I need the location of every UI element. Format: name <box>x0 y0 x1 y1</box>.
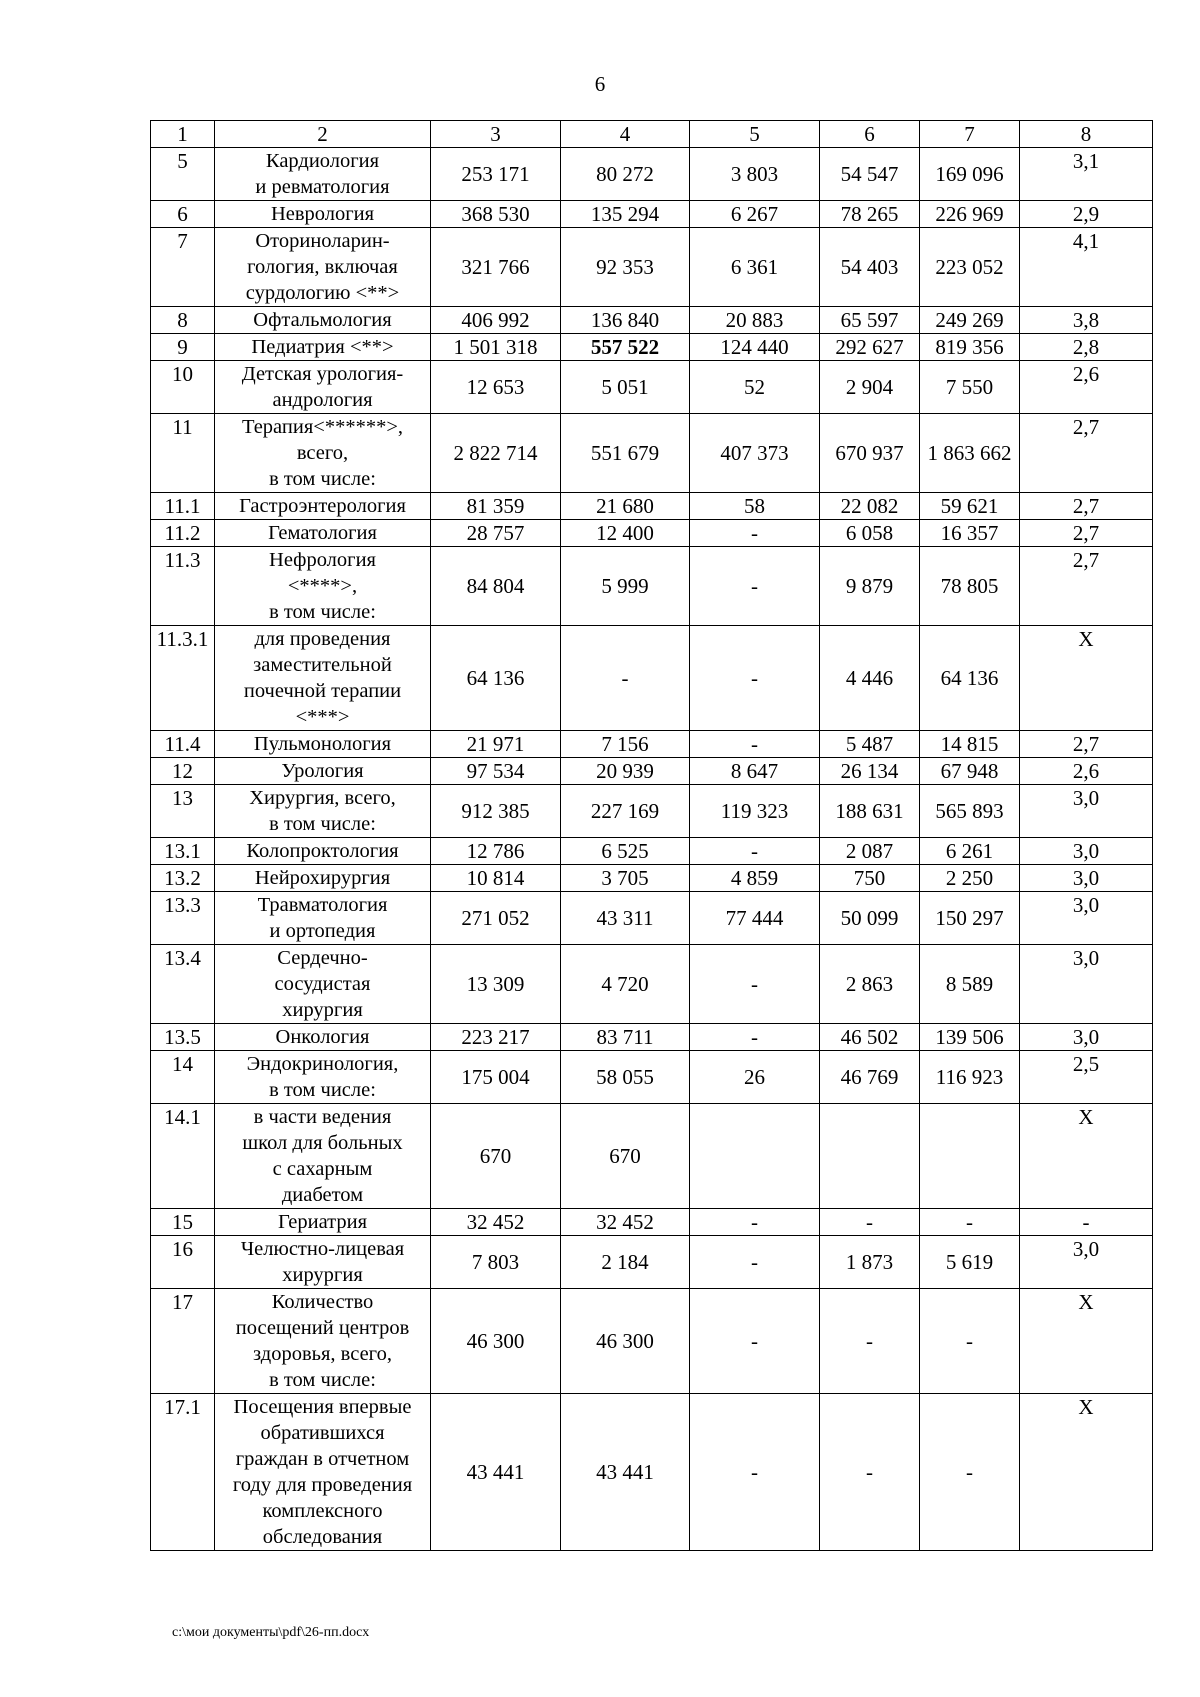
row-name: Челюстно-лицевая хирургия <box>215 1236 431 1289</box>
table-row <box>151 493 1153 520</box>
col-7-value: 64 136 <box>920 626 1020 731</box>
col-8-value: 3,0 <box>1020 865 1153 892</box>
col-6-value: - <box>820 1209 920 1236</box>
table-row <box>151 1236 1153 1289</box>
col-6-value: 5 487 <box>820 731 920 758</box>
table-row <box>151 307 1153 334</box>
col-3-value: 10 814 <box>431 865 561 892</box>
row-name: Педиатрия <**> <box>215 334 431 361</box>
table-row <box>151 1051 1153 1104</box>
row-name: Колопроктология <box>215 838 431 865</box>
col-4-value: 670 <box>561 1104 690 1209</box>
col-3-value: 97 534 <box>431 758 561 785</box>
col-4-value: 46 300 <box>561 1289 690 1394</box>
row-number: 8 <box>151 307 215 334</box>
col-8-value: 3,0 <box>1020 945 1153 1024</box>
row-number: 13.1 <box>151 838 215 865</box>
row-number: 13.3 <box>151 892 215 945</box>
col-5-value: 407 373 <box>690 414 820 493</box>
col-7-value: - <box>920 1209 1020 1236</box>
col-8-value: 3,0 <box>1020 1236 1153 1289</box>
row-name: Гериатрия <box>215 1209 431 1236</box>
col-6-value: 54 547 <box>820 148 920 201</box>
col-6-value: 22 082 <box>820 493 920 520</box>
row-number: 13.4 <box>151 945 215 1024</box>
col-7-value: 249 269 <box>920 307 1020 334</box>
row-name: Эндокринология, в том числе: <box>215 1051 431 1104</box>
header-row <box>151 121 1153 148</box>
col-7-value: 16 357 <box>920 520 1020 547</box>
col-5-value: 3 803 <box>690 148 820 201</box>
col-6-value: 2 904 <box>820 361 920 414</box>
col-3-value: 84 804 <box>431 547 561 626</box>
col-7-value: 67 948 <box>920 758 1020 785</box>
row-name: Кардиология и ревматология <box>215 148 431 201</box>
col-5-value: - <box>690 945 820 1024</box>
col-4-value: 4 720 <box>561 945 690 1024</box>
col-6-value: 750 <box>820 865 920 892</box>
col-8-value: Х <box>1020 1104 1153 1209</box>
row-number: 6 <box>151 201 215 228</box>
col-6-value <box>820 1104 920 1209</box>
col-8-value: 3,1 <box>1020 148 1153 201</box>
col-3-value: 13 309 <box>431 945 561 1024</box>
col-4-value: 12 400 <box>561 520 690 547</box>
row-name: Офтальмология <box>215 307 431 334</box>
header-cell: 2 <box>215 121 431 148</box>
col-8-value: 2,7 <box>1020 731 1153 758</box>
col-5-value: 26 <box>690 1051 820 1104</box>
header-cell: 6 <box>820 121 920 148</box>
col-7-value: - <box>920 1394 1020 1551</box>
col-7-value: 139 506 <box>920 1024 1020 1051</box>
col-4-value: - <box>561 626 690 731</box>
col-6-value: 670 937 <box>820 414 920 493</box>
col-8-value: 3,0 <box>1020 838 1153 865</box>
col-7-value: 78 805 <box>920 547 1020 626</box>
row-number: 11.2 <box>151 520 215 547</box>
col-4-value: 5 051 <box>561 361 690 414</box>
col-3-value: 43 441 <box>431 1394 561 1551</box>
col-3-value: 28 757 <box>431 520 561 547</box>
row-name: Количество посещений центров здоровья, всего, в том числе: <box>215 1289 431 1394</box>
col-8-value: 2,5 <box>1020 1051 1153 1104</box>
row-name: Посещения впервые обратившихся граждан в отчетном году для проведения комплексного обследования <box>215 1394 431 1551</box>
col-6-value: 26 134 <box>820 758 920 785</box>
col-7-value: 226 969 <box>920 201 1020 228</box>
row-name: Сердечно- сосудистая хирургия <box>215 945 431 1024</box>
col-5-value: 8 647 <box>690 758 820 785</box>
table-row <box>151 1394 1153 1551</box>
col-4-value: 80 272 <box>561 148 690 201</box>
col-7-value: 8 589 <box>920 945 1020 1024</box>
col-8-value: 2,7 <box>1020 547 1153 626</box>
col-5-value <box>690 1104 820 1209</box>
col-3-value: 2 822 714 <box>431 414 561 493</box>
col-8-value: - <box>1020 1209 1153 1236</box>
row-number: 17.1 <box>151 1394 215 1551</box>
row-number: 11.1 <box>151 493 215 520</box>
row-name: Пульмонология <box>215 731 431 758</box>
col-3-value: 912 385 <box>431 785 561 838</box>
row-number: 5 <box>151 148 215 201</box>
col-8-value: Х <box>1020 626 1153 731</box>
col-6-value: 6 058 <box>820 520 920 547</box>
col-4-value: 21 680 <box>561 493 690 520</box>
col-4-value: 5 999 <box>561 547 690 626</box>
table-row <box>151 626 1153 731</box>
table-row <box>151 838 1153 865</box>
col-8-value: 4,1 <box>1020 228 1153 307</box>
col-5-value: - <box>690 1236 820 1289</box>
col-4-value: 135 294 <box>561 201 690 228</box>
table-row <box>151 945 1153 1024</box>
table-row <box>151 1209 1153 1236</box>
col-4-value: 32 452 <box>561 1209 690 1236</box>
row-number: 13.5 <box>151 1024 215 1051</box>
col-5-value: - <box>690 1024 820 1051</box>
col-8-value: 3,0 <box>1020 892 1153 945</box>
col-6-value: 78 265 <box>820 201 920 228</box>
col-8-value: Х <box>1020 1394 1153 1551</box>
col-4-value: 557 522 <box>561 334 690 361</box>
table-row <box>151 865 1153 892</box>
row-name: Нефрология <****>, в том числе: <box>215 547 431 626</box>
col-5-value: 77 444 <box>690 892 820 945</box>
col-8-value: 3,0 <box>1020 785 1153 838</box>
col-4-value: 83 711 <box>561 1024 690 1051</box>
col-4-value: 136 840 <box>561 307 690 334</box>
col-4-value: 7 156 <box>561 731 690 758</box>
row-name: Терапия<******>, всего, в том числе: <box>215 414 431 493</box>
col-6-value: 188 631 <box>820 785 920 838</box>
col-4-value: 43 441 <box>561 1394 690 1551</box>
col-6-value: 50 099 <box>820 892 920 945</box>
row-number: 14 <box>151 1051 215 1104</box>
col-7-value: 5 619 <box>920 1236 1020 1289</box>
col-8-value: 2,6 <box>1020 758 1153 785</box>
col-8-value: 3,0 <box>1020 1024 1153 1051</box>
col-4-value: 20 939 <box>561 758 690 785</box>
row-name: Оториноларин- гология, включая сурдологию <**> <box>215 228 431 307</box>
col-5-value: 6 361 <box>690 228 820 307</box>
col-6-value: 46 502 <box>820 1024 920 1051</box>
col-3-value: 12 786 <box>431 838 561 865</box>
col-5-value: - <box>690 547 820 626</box>
col-8-value: Х <box>1020 1289 1153 1394</box>
row-number: 15 <box>151 1209 215 1236</box>
col-5-value: - <box>690 731 820 758</box>
col-7-value: 150 297 <box>920 892 1020 945</box>
row-name: для проведения заместительной почечной терапии <***> <box>215 626 431 731</box>
row-name: Детская урология- андрология <box>215 361 431 414</box>
col-7-value: 59 621 <box>920 493 1020 520</box>
table-row <box>151 201 1153 228</box>
row-name: Травматология и ортопедия <box>215 892 431 945</box>
header-cell: 8 <box>1020 121 1153 148</box>
row-number: 16 <box>151 1236 215 1289</box>
col-5-value: 6 267 <box>690 201 820 228</box>
col-6-value: 292 627 <box>820 334 920 361</box>
col-4-value: 43 311 <box>561 892 690 945</box>
row-number: 9 <box>151 334 215 361</box>
col-5-value: - <box>690 520 820 547</box>
row-name: Неврология <box>215 201 431 228</box>
page-number: 6 <box>594 72 606 96</box>
table-row <box>151 228 1153 307</box>
row-number: 13 <box>151 785 215 838</box>
col-3-value: 21 971 <box>431 731 561 758</box>
col-3-value: 64 136 <box>431 626 561 731</box>
col-5-value: - <box>690 1209 820 1236</box>
row-number: 11 <box>151 414 215 493</box>
col-5-value: - <box>690 838 820 865</box>
col-4-value: 2 184 <box>561 1236 690 1289</box>
col-8-value: 2,6 <box>1020 361 1153 414</box>
table-row <box>151 758 1153 785</box>
col-4-value: 3 705 <box>561 865 690 892</box>
col-3-value: 1 501 318 <box>431 334 561 361</box>
col-5-value: 124 440 <box>690 334 820 361</box>
col-4-value: 6 525 <box>561 838 690 865</box>
row-number: 14.1 <box>151 1104 215 1209</box>
table-row <box>151 785 1153 838</box>
col-5-value: - <box>690 626 820 731</box>
col-6-value: 65 597 <box>820 307 920 334</box>
row-number: 13.2 <box>151 865 215 892</box>
col-8-value: 2,8 <box>1020 334 1153 361</box>
row-name: в части ведения школ для больных с сахарным диабетом <box>215 1104 431 1209</box>
col-3-value: 368 530 <box>431 201 561 228</box>
col-3-value: 670 <box>431 1104 561 1209</box>
table-row <box>151 1104 1153 1209</box>
row-number: 10 <box>151 361 215 414</box>
footer-file-path: c:\мои документы\pdf\26-пп.docx <box>172 1625 370 1640</box>
data-table <box>150 120 1153 1551</box>
row-number: 7 <box>151 228 215 307</box>
col-5-value: 4 859 <box>690 865 820 892</box>
col-8-value: 2,7 <box>1020 414 1153 493</box>
col-3-value: 32 452 <box>431 1209 561 1236</box>
row-name: Онкология <box>215 1024 431 1051</box>
col-6-value: 46 769 <box>820 1051 920 1104</box>
row-number: 12 <box>151 758 215 785</box>
col-6-value: - <box>820 1394 920 1551</box>
table-row <box>151 414 1153 493</box>
col-6-value: 2 087 <box>820 838 920 865</box>
col-8-value: 3,8 <box>1020 307 1153 334</box>
col-7-value: 14 815 <box>920 731 1020 758</box>
row-name: Гематология <box>215 520 431 547</box>
col-7-value: 223 052 <box>920 228 1020 307</box>
col-3-value: 321 766 <box>431 228 561 307</box>
col-7-value: 169 096 <box>920 148 1020 201</box>
col-3-value: 175 004 <box>431 1051 561 1104</box>
col-6-value: 9 879 <box>820 547 920 626</box>
row-name: Урология <box>215 758 431 785</box>
col-4-value: 551 679 <box>561 414 690 493</box>
row-number: 11.3.1 <box>151 626 215 731</box>
col-3-value: 7 803 <box>431 1236 561 1289</box>
table-row <box>151 148 1153 201</box>
col-4-value: 58 055 <box>561 1051 690 1104</box>
col-3-value: 271 052 <box>431 892 561 945</box>
table-row <box>151 547 1153 626</box>
col-3-value: 253 171 <box>431 148 561 201</box>
col-3-value: 81 359 <box>431 493 561 520</box>
table-row <box>151 892 1153 945</box>
col-5-value: - <box>690 1394 820 1551</box>
header-cell: 7 <box>920 121 1020 148</box>
row-name: Хирургия, всего, в том числе: <box>215 785 431 838</box>
col-3-value: 223 217 <box>431 1024 561 1051</box>
table-row <box>151 1289 1153 1394</box>
row-name: Гастроэнтерология <box>215 493 431 520</box>
col-7-value: 6 261 <box>920 838 1020 865</box>
col-6-value: 54 403 <box>820 228 920 307</box>
col-3-value: 46 300 <box>431 1289 561 1394</box>
col-8-value: 2,7 <box>1020 520 1153 547</box>
col-7-value: 116 923 <box>920 1051 1020 1104</box>
col-4-value: 227 169 <box>561 785 690 838</box>
col-8-value: 2,9 <box>1020 201 1153 228</box>
row-number: 11.4 <box>151 731 215 758</box>
col-6-value: - <box>820 1289 920 1394</box>
header-cell: 4 <box>561 121 690 148</box>
table-row <box>151 731 1153 758</box>
col-7-value: 2 250 <box>920 865 1020 892</box>
row-number: 11.3 <box>151 547 215 626</box>
col-5-value: 20 883 <box>690 307 820 334</box>
header-cell: 1 <box>151 121 215 148</box>
col-7-value: 1 863 662 <box>920 414 1020 493</box>
col-7-value: 7 550 <box>920 361 1020 414</box>
col-5-value: 119 323 <box>690 785 820 838</box>
table-row <box>151 1024 1153 1051</box>
col-6-value: 4 446 <box>820 626 920 731</box>
col-7-value: - <box>920 1289 1020 1394</box>
col-7-value <box>920 1104 1020 1209</box>
col-5-value: - <box>690 1289 820 1394</box>
table-row <box>151 520 1153 547</box>
col-3-value: 12 653 <box>431 361 561 414</box>
col-5-value: 52 <box>690 361 820 414</box>
col-7-value: 565 893 <box>920 785 1020 838</box>
table-row <box>151 361 1153 414</box>
col-4-value: 92 353 <box>561 228 690 307</box>
header-cell: 3 <box>431 121 561 148</box>
col-6-value: 1 873 <box>820 1236 920 1289</box>
col-7-value: 819 356 <box>920 334 1020 361</box>
col-3-value: 406 992 <box>431 307 561 334</box>
col-8-value: 2,7 <box>1020 493 1153 520</box>
table-row <box>151 334 1153 361</box>
row-name: Нейрохирургия <box>215 865 431 892</box>
col-6-value: 2 863 <box>820 945 920 1024</box>
header-cell: 5 <box>690 121 820 148</box>
row-number: 17 <box>151 1289 215 1394</box>
col-5-value: 58 <box>690 493 820 520</box>
